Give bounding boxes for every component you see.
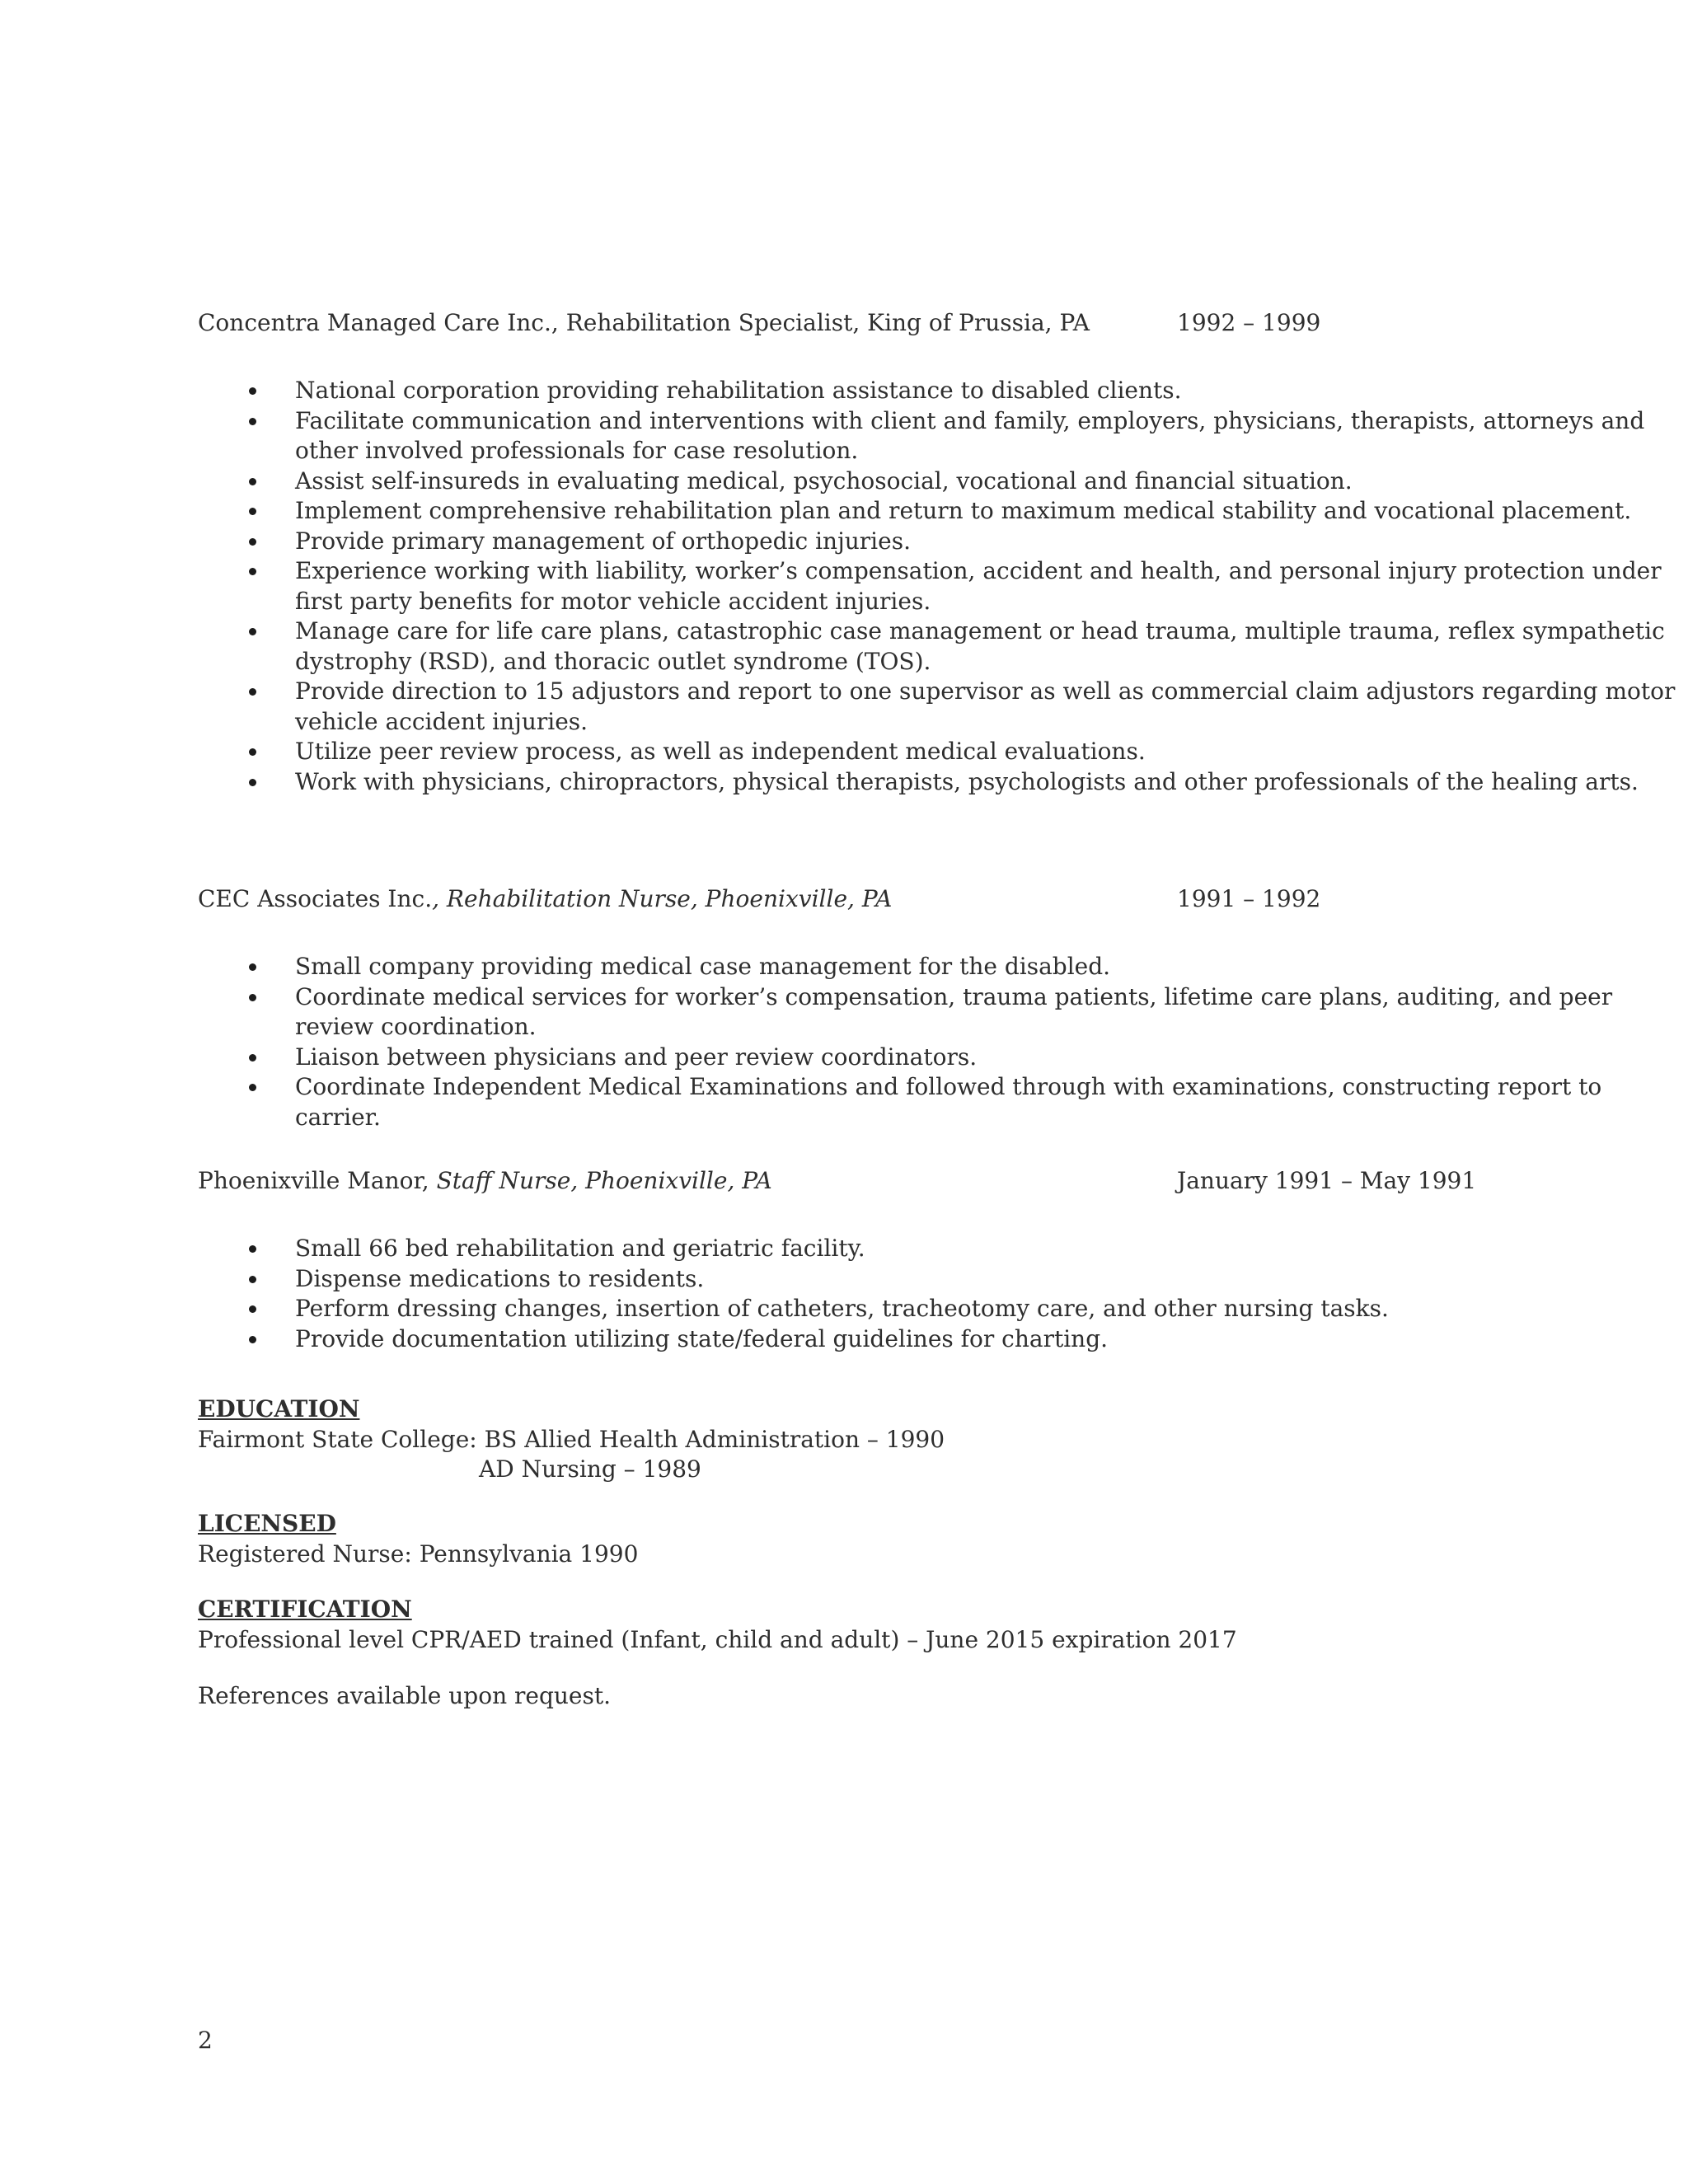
job-entry-cec	[198, 884, 1613, 1132]
bullet-icon	[249, 628, 256, 635]
bullet-icon	[249, 1084, 256, 1091]
job-dates: 1992 – 1999	[1177, 309, 1321, 336]
bullet-icon	[249, 538, 256, 546]
job-role: , Rehabilitation Nurse, Phoenixville, PA	[432, 885, 893, 912]
education-section	[198, 1394, 945, 1485]
bullet-item: Coordinate Independent Medical Examinations and followed through with examinations, constructing report to carrier.	[198, 1072, 1681, 1132]
bullet-item: Small 66 bed rehabilitation and geriatric facility.	[198, 1234, 1681, 1264]
page-number: 2	[198, 2027, 213, 2054]
bullet-item: Perform dressing changes, insertion of catheters, tracheotomy care, and other nursing tasks.	[198, 1294, 1681, 1324]
bullet-item: Implement comprehensive rehabilitation plan and return to maximum medical stability and vocational placement.	[198, 496, 1681, 527]
licensed-heading: LICENSED	[198, 1510, 336, 1537]
job-header	[198, 308, 1517, 338]
bullet-icon	[249, 779, 256, 786]
job-bullet-list	[198, 376, 1676, 797]
company-name: CEC Associates Inc.	[198, 885, 433, 912]
bullet-item: National corporation providing rehabilitation assistance to disabled clients.	[198, 376, 1681, 406]
license-line: Registered Nurse: Pennsylvania 1990	[198, 1540, 639, 1568]
bullet-icon	[249, 478, 256, 485]
bullet-icon	[249, 568, 256, 575]
bullet-icon	[249, 688, 256, 696]
bullet-icon	[249, 1305, 256, 1313]
bullet-item: Coordinate medical services for worker’s compensation, trauma patients, lifetime care plans, auditing, and peer review coordination.	[198, 982, 1681, 1043]
bullet-item: Facilitate communication and interventions with client and family, employers, physicians, therapists, attorneys and other involved professionals for case resolution.	[198, 406, 1681, 466]
company-name: Phoenixville Manor,	[198, 1167, 429, 1194]
bullet-item: Manage care for life care plans, catastrophic case management or head trauma, multiple trauma, reflex sympathetic dystrophy (RSD), and thoracic outlet syndrome (TOS).	[198, 616, 1681, 677]
bullet-icon	[249, 508, 256, 515]
certification-section	[198, 1595, 1237, 1655]
licensed-section	[198, 1509, 638, 1569]
bullet-item: Provide direction to 15 adjustors and report to one supervisor as well as commercial claim adjustors regarding motor vehicle accident injuries.	[198, 677, 1681, 737]
bullet-item: Assist self-insureds in evaluating medical, psychosocial, vocational and financial situation.	[198, 466, 1681, 497]
bullet-icon	[249, 1276, 256, 1283]
bullet-item: Provide documentation utilizing state/federal guidelines for charting.	[198, 1324, 1681, 1355]
bullet-icon	[249, 418, 256, 425]
job-header	[198, 884, 1517, 914]
bullet-icon	[249, 748, 256, 756]
bullet-item: Provide primary management of orthopedic injuries.	[198, 527, 1681, 557]
bullet-icon	[249, 387, 256, 395]
job-role: Staff Nurse, Phoenixville, PA	[429, 1167, 772, 1194]
education-heading: EDUCATION	[198, 1395, 360, 1422]
bullet-icon	[249, 1245, 256, 1253]
certification-heading: CERTIFICATION	[198, 1596, 412, 1623]
bullet-item: Utilize peer review process, as well as independent medical evaluations.	[198, 737, 1681, 767]
job-dates: January 1991 – May 1991	[1177, 1167, 1477, 1194]
bullet-item: Work with physicians, chiropractors, physical therapists, psychologists and other professionals of the healing arts.	[198, 767, 1681, 798]
references-note: References available upon request.	[198, 1682, 612, 1709]
bullet-icon	[249, 963, 256, 971]
bullet-item: Liaison between physicians and peer review coordinators.	[198, 1043, 1681, 1073]
bullet-item: Dispense medications to residents.	[198, 1264, 1681, 1295]
company-name: Concentra Managed Care Inc.,	[198, 309, 559, 336]
job-dates: 1991 – 1992	[1177, 885, 1321, 912]
job-bullet-list	[198, 1234, 1517, 1354]
job-role: Rehabilitation Specialist, King of Prussia, PA	[558, 309, 1090, 336]
education-line: Fairmont State College: BS Allied Health Administration – 1990	[198, 1425, 945, 1453]
job-entry-concentra	[198, 308, 1676, 797]
bullet-icon	[249, 1054, 256, 1062]
bullet-icon	[249, 994, 256, 1001]
education-line: AD Nursing – 1989	[479, 1455, 701, 1483]
bullet-item: Small company providing medical case management for the disabled.	[198, 952, 1681, 982]
bullet-item: Experience working with liability, worker’s compensation, accident and health, and personal injury protection under first party benefits for motor vehicle accident injuries.	[198, 556, 1681, 616]
certification-line: Professional level CPR/AED trained (Infant, child and adult) – June 2015 expiration 2017	[198, 1625, 1237, 1653]
job-entry-phoenixville-manor	[198, 1166, 1517, 1354]
job-header	[198, 1166, 1517, 1196]
bullet-icon	[249, 1336, 256, 1343]
job-bullet-list	[198, 952, 1613, 1132]
